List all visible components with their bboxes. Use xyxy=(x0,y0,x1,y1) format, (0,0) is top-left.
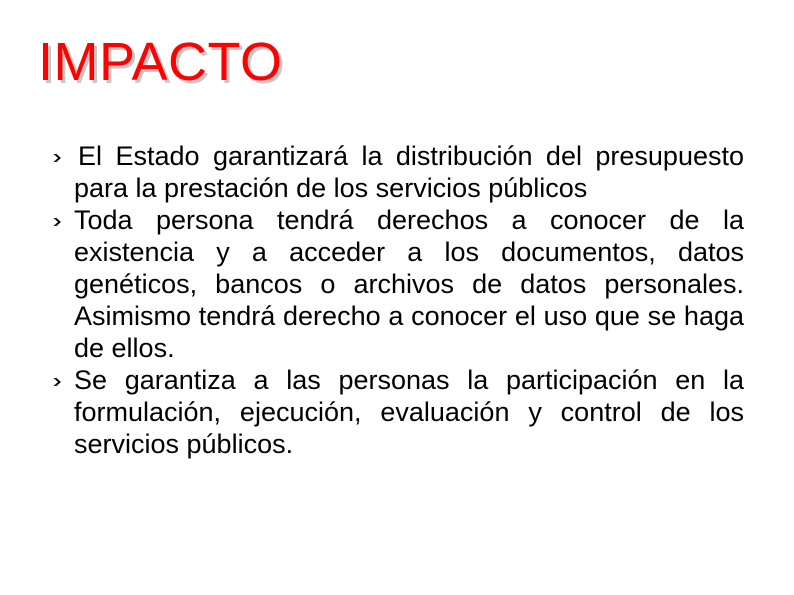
bullet-text: El Estado garantizará la distribución del presupuesto para la prestación de los servicios públicos xyxy=(74,141,744,203)
bullet-item xyxy=(52,140,744,204)
slide-title: IMPACTO xyxy=(38,32,283,92)
bullet-item xyxy=(52,364,744,460)
bullet-text: Toda persona tendrá derechos a conocer de la existencia y a acceder a los documentos, datos genéticos, bancos o archivos de datos personales. Asimismo tendrá derecho a conocer el uso que se haga de ellos. xyxy=(74,205,744,363)
bullet-list xyxy=(52,140,744,460)
bullet-text: Se garantiza a las personas la participación en la formulación, ejecución, evaluación y control de los servicios públicos. xyxy=(74,365,744,459)
arrowhead-bullet-icon xyxy=(52,376,64,388)
arrowhead-bullet-icon xyxy=(52,216,64,228)
arrowhead-bullet-icon xyxy=(52,152,64,164)
bullet-item xyxy=(52,204,744,364)
